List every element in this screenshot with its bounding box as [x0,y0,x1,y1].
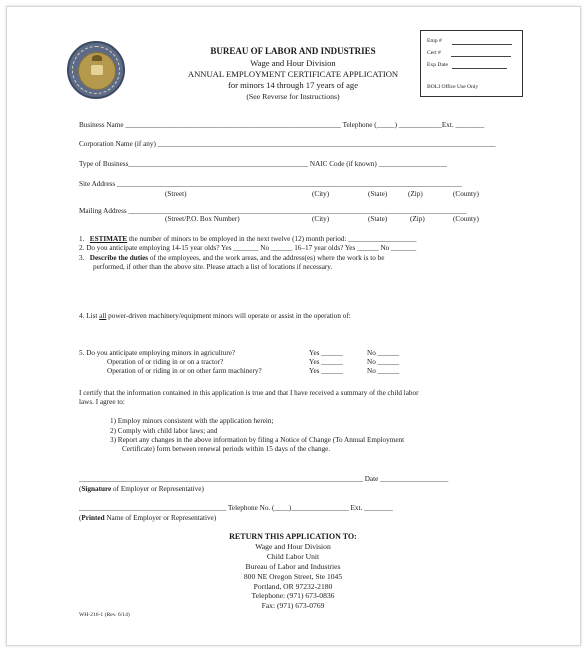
certify-statement-line-2: laws. I agree to: [79,398,125,406]
mailing-city-label: (City) [312,215,330,223]
certify-statement: I certify that the information contained in this application is true and that I have received a summary of the child labor [79,389,419,397]
return-line-3: Bureau of Labor and Industries [245,562,341,571]
q5-no-field[interactable]: No ______ [367,349,400,357]
exp-date-label: Exp Date [427,62,448,68]
mailing-county-label: (County) [453,215,479,223]
agency-title: BUREAU OF LABOR AND INDUSTRIES [210,46,376,56]
return-telephone: Telephone: (971) 673-0836 [251,591,335,600]
question-3[interactable]: 3. Describe the duties of the employees, and the work areas, and the address(es) where the work is to be [79,254,385,262]
cert-field[interactable] [451,56,511,57]
question-5: 5. Do you anticipate employing minors in agriculture? [79,349,236,357]
site-state-label: (State) [368,190,388,198]
mailing-state-label: (State) [368,215,388,223]
business-name-field[interactable]: Business Name ____________________________________________________________ Telephone (_____) ____________Ext. ________ [79,121,485,129]
return-fax: Fax: (971) 673-0769 [261,601,325,610]
q5-farm-no-field[interactable]: No ______ [367,367,400,375]
signature-label: (Signature of Employer or Representative) [79,485,204,493]
printed-name-label: (Printed Name of Employer or Representative) [79,514,217,522]
exp-date-field[interactable] [452,68,507,69]
return-line-4: 800 NE Oregon Street, Ste 1045 [243,572,343,581]
form-title: ANNUAL EMPLOYMENT CERTIFICATE APPLICATION [187,69,399,79]
question-3-line-2: performed, if other than the above site. Please attach a list of locations if necessary. [93,263,333,271]
agreement-item-1: 1) Employ minors consistent with the application herein; [110,417,274,425]
q5-farm-yes-field[interactable]: Yes ______ [309,367,343,375]
mailing-address-field[interactable]: Mailing Address ______________________________________________________________________________________________ [79,207,467,215]
state-seal-logo [67,41,125,99]
office-use-label: BOLI Office Use Only [427,84,479,90]
mailing-zip-label: (Zip) [410,215,425,223]
shield-icon [91,65,103,75]
site-address-field[interactable]: Site Address ________________________________________________________________________________________________ [79,180,462,188]
form-number: WH-216-1 (Rev. 6/14) [79,612,130,618]
return-line-5: Portland, OR 97232-2180 [253,582,333,591]
site-city-label: (City) [312,190,330,198]
signature-date-line[interactable]: _______________________________________________________________________________ Date ___________________ [79,475,449,483]
question-5-tractor: Operation of or riding in or on a tractor? [107,358,224,366]
q5-tractor-yes-field[interactable]: Yes ______ [309,358,343,366]
site-street-label: (Street) [165,190,187,198]
site-zip-label: (Zip) [408,190,423,198]
return-line-2: Child Labor Unit [266,552,320,561]
question-1[interactable]: 1. ESTIMATE the number of minors to be employed in the next twelve (12) month period: ___________________ [79,235,417,243]
question-5-farm-machinery: Operation of or riding in or on other farm machinery? [107,367,262,375]
q5-yes-field[interactable]: Yes ______ [309,349,343,357]
emp-field[interactable] [452,44,512,45]
emp-label: Emp # [427,38,442,44]
q5-tractor-no-field[interactable]: No ______ [367,358,400,366]
question-2[interactable]: 2. Do you anticipate employing 14-15 year olds? Yes _______ No ______ 16–17 year olds? Yes ______ No _______ [79,244,417,252]
corporation-name-field[interactable]: Corporation Name (if any) ______________________________________________________________________________________________ [79,140,496,148]
cert-label: Cert # [427,50,441,56]
mailing-street-label: (Street/P.O. Box Number) [165,215,240,223]
eagle-icon [92,55,102,61]
printed-name-telephone-line[interactable]: _________________________________________ Telephone No. (____)________________ Ext. ________ [79,504,393,512]
site-county-label: (County) [453,190,479,198]
division-name: Wage and Hour Division [250,58,336,68]
office-use-box [420,30,523,97]
agreement-item-2: 2) Comply with child labor laws; and [110,427,218,435]
return-title: RETURN THIS APPLICATION TO: [229,532,357,541]
type-of-business-field[interactable]: Type of Business__________________________________________________ NAIC Code (if known) ___________________ [79,160,447,168]
agreement-item-3: 3) Report any changes in the above information by filing a Notice of Change (To Annual Employment [110,436,405,444]
agreement-item-3-line-2: Certificate) form between renewal periods within 15 days of the change. [122,445,331,453]
instructions-note: (See Reverse for Instructions) [246,92,340,101]
question-4[interactable]: 4. List all power-driven machinery/equipment minors will operate or assist in the operation of: [79,312,351,320]
minors-subtitle: for minors 14 through 17 years of age [227,80,359,90]
return-line-1: Wage and Hour Division [255,542,331,551]
